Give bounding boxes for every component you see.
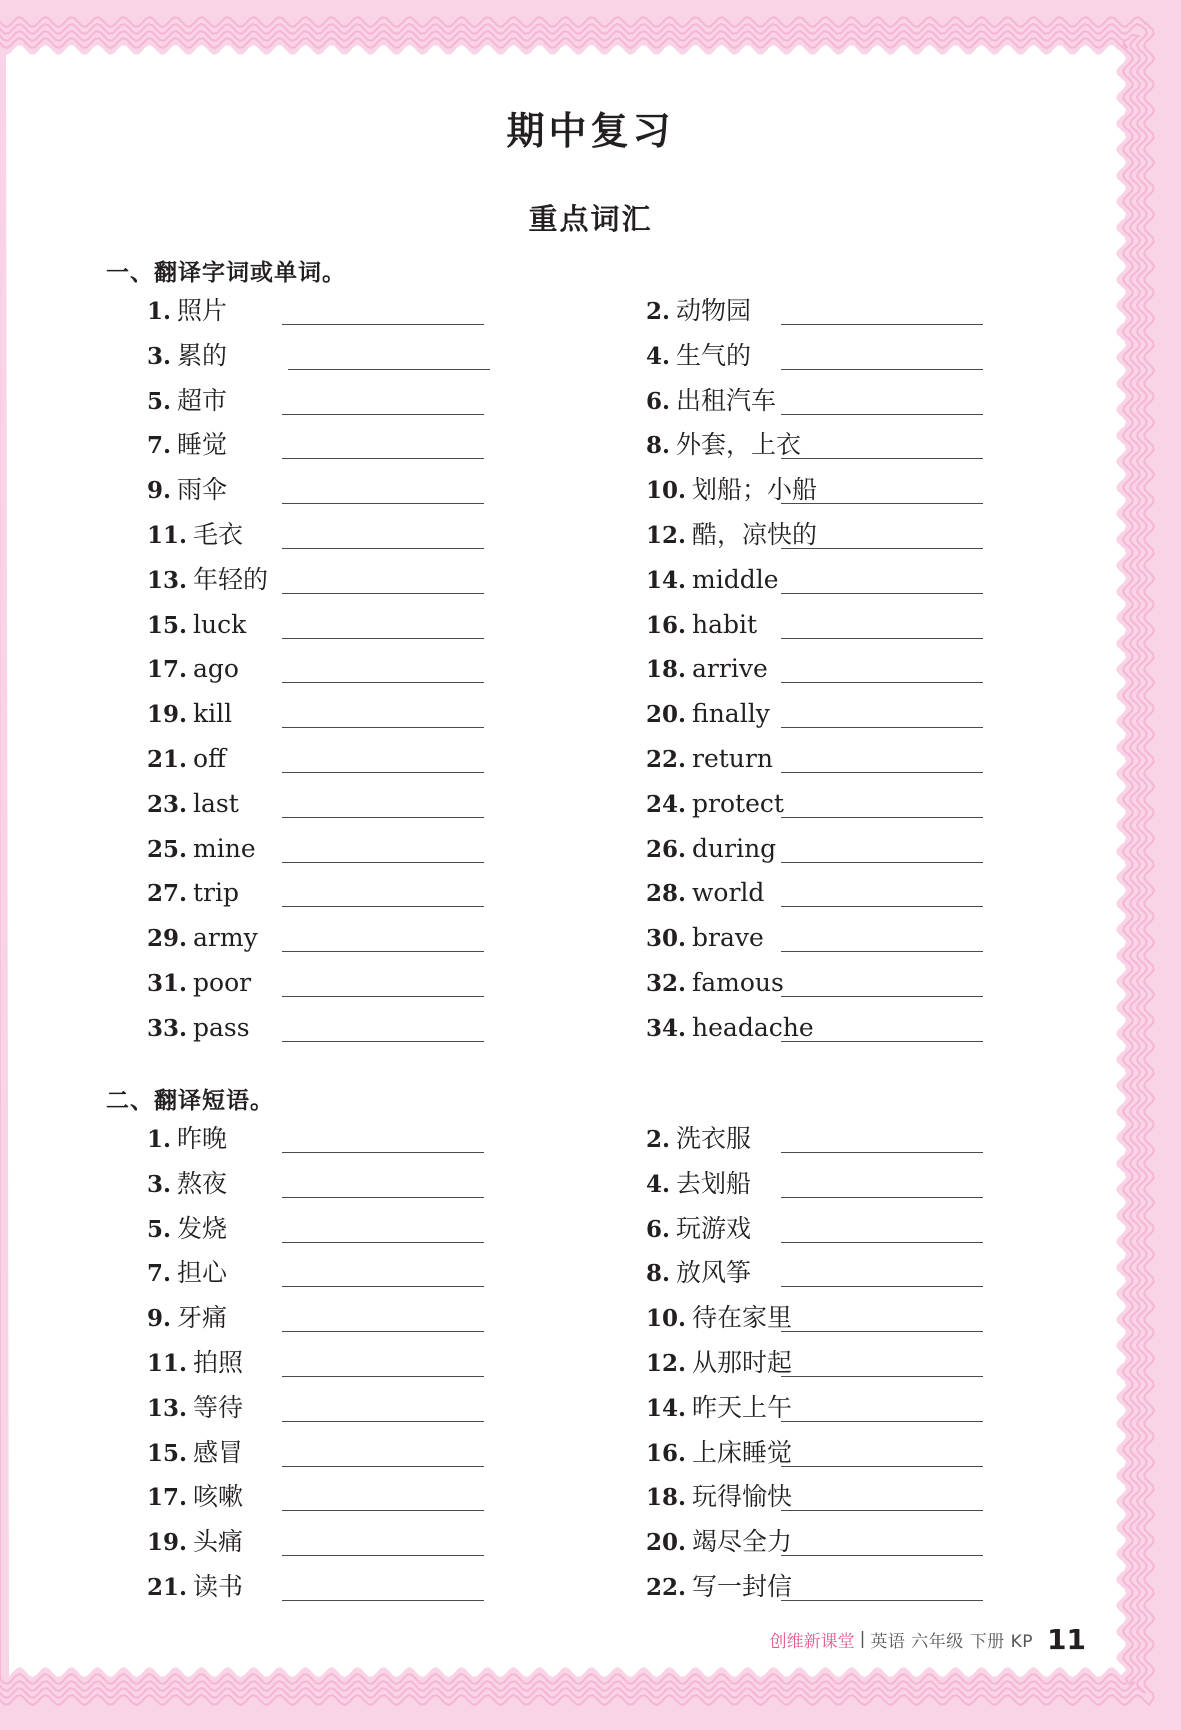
exercise-item xyxy=(646,1345,1096,1390)
item-prompt: arrive xyxy=(692,654,768,684)
answer-blank-line[interactable] xyxy=(282,593,484,594)
item-label xyxy=(147,293,227,332)
exercise-item xyxy=(646,293,1096,338)
exercise-item xyxy=(147,1524,597,1569)
item-label xyxy=(147,1211,227,1250)
exercise-item xyxy=(646,562,1096,607)
item-label xyxy=(147,1390,243,1429)
item-label xyxy=(147,1300,227,1339)
item-number: 6. xyxy=(646,387,671,415)
item-prompt: poor xyxy=(193,967,252,997)
item-label xyxy=(147,1569,243,1608)
item-number: 8. xyxy=(646,1260,671,1288)
exercise-item xyxy=(147,1166,597,1211)
answer-blank-line[interactable] xyxy=(288,369,490,370)
item-label xyxy=(646,875,764,914)
item-number: 20. xyxy=(646,701,687,729)
item-number: 1. xyxy=(147,298,172,325)
item-prompt: 生气的 xyxy=(676,340,752,370)
item-prompt: off xyxy=(193,743,226,773)
item-label xyxy=(646,651,768,690)
answer-blank-line[interactable] xyxy=(781,772,983,773)
item-number: 14. xyxy=(646,1394,687,1422)
answer-blank-line[interactable] xyxy=(781,727,983,728)
item-label xyxy=(147,1255,227,1294)
item-label xyxy=(147,1121,227,1160)
item-prompt: 累的 xyxy=(177,340,228,370)
item-number: 11. xyxy=(147,521,188,549)
item-prompt: army xyxy=(193,923,258,953)
answer-blank-line[interactable] xyxy=(282,458,484,459)
item-number: 22. xyxy=(646,1573,687,1601)
item-prompt: luck xyxy=(193,609,247,639)
answer-blank-line[interactable] xyxy=(282,862,484,863)
exercise-item xyxy=(147,383,597,428)
exercise-item xyxy=(646,607,1096,652)
item-number: 11. xyxy=(147,1349,188,1377)
exercise-item xyxy=(646,651,1096,696)
item-prompt: 洗衣服 xyxy=(676,1124,752,1153)
item-label xyxy=(646,1435,792,1474)
answer-blank-line[interactable] xyxy=(282,1152,484,1153)
answer-blank-line[interactable] xyxy=(282,772,484,773)
item-label xyxy=(646,741,773,780)
item-number: 10. xyxy=(646,477,687,505)
item-label xyxy=(646,1255,751,1294)
exercise-item xyxy=(646,741,1096,786)
exercise-item xyxy=(646,831,1096,876)
item-prompt: 酷，凉快的 xyxy=(692,519,818,549)
item-label xyxy=(646,1121,751,1160)
answer-blank-line[interactable] xyxy=(282,1041,484,1042)
answer-blank-line[interactable] xyxy=(781,1242,983,1243)
answer-blank-line[interactable] xyxy=(781,458,983,459)
exercise-item xyxy=(147,1435,597,1480)
item-prompt: habit xyxy=(692,609,758,639)
exercise-item xyxy=(147,741,597,786)
item-prompt: 拍照 xyxy=(193,1347,244,1377)
item-number: 17. xyxy=(147,656,188,684)
item-label xyxy=(147,1166,227,1205)
item-number: 30. xyxy=(646,925,687,953)
exercise-item xyxy=(147,1121,597,1166)
answer-blank-line[interactable] xyxy=(781,593,983,594)
answer-blank-line[interactable] xyxy=(282,1466,484,1467)
section-1-right-column xyxy=(646,293,1096,1055)
item-prompt: 超市 xyxy=(177,385,228,415)
item-prompt: 年轻的 xyxy=(193,564,269,594)
exercise-item xyxy=(147,1010,597,1055)
exercise-item xyxy=(147,696,597,741)
answer-blank-line[interactable] xyxy=(282,1242,484,1243)
exercise-item xyxy=(147,920,597,965)
item-label xyxy=(147,831,256,870)
exercise-item xyxy=(646,920,1096,965)
section-subtitle: 重点词汇 xyxy=(528,202,653,236)
item-label xyxy=(147,1435,243,1474)
item-prompt: ago xyxy=(193,654,239,684)
item-prompt: 头痛 xyxy=(193,1527,244,1557)
item-label xyxy=(646,472,817,511)
item-number: 27. xyxy=(147,880,188,908)
answer-blank-line[interactable] xyxy=(781,1466,983,1467)
item-prompt: 雨伞 xyxy=(177,475,228,505)
item-label xyxy=(646,1166,751,1205)
item-number: 4. xyxy=(646,342,671,370)
item-label xyxy=(147,875,239,914)
item-number: 6. xyxy=(646,1215,671,1243)
answer-blank-line[interactable] xyxy=(781,1331,983,1332)
item-number: 32. xyxy=(646,969,687,997)
page-title: 期中复习 xyxy=(506,109,675,153)
item-label xyxy=(646,1345,792,1384)
item-number: 7. xyxy=(147,1260,172,1288)
item-number: 7. xyxy=(147,432,172,460)
item-number: 21. xyxy=(147,745,188,773)
exercise-item xyxy=(646,338,1096,383)
exercise-item xyxy=(646,1010,1096,1055)
item-number: 8. xyxy=(646,432,671,460)
item-prompt: 划船；小船 xyxy=(692,475,818,505)
answer-blank-line[interactable] xyxy=(282,1555,484,1556)
exercise-item xyxy=(147,427,597,472)
item-number: 3. xyxy=(147,1170,172,1198)
exercise-item xyxy=(646,1524,1096,1569)
item-label xyxy=(646,1300,792,1339)
item-label xyxy=(646,338,751,377)
item-number: 18. xyxy=(646,656,687,684)
item-label xyxy=(646,293,751,332)
exercise-item xyxy=(147,338,597,383)
answer-blank-line[interactable] xyxy=(781,1041,983,1042)
item-prompt: 昨晚 xyxy=(177,1124,228,1153)
answer-blank-line[interactable] xyxy=(282,324,484,325)
answer-blank-line[interactable] xyxy=(282,817,484,818)
item-prompt: 读书 xyxy=(193,1571,244,1601)
answer-blank-line[interactable] xyxy=(781,1510,983,1511)
answer-blank-line[interactable] xyxy=(282,548,484,549)
exercise-item xyxy=(646,696,1096,741)
item-label xyxy=(646,427,801,466)
exercise-item xyxy=(646,786,1096,831)
item-prompt: 放风筝 xyxy=(676,1258,752,1288)
item-number: 5. xyxy=(147,387,172,415)
section-2-right-column xyxy=(646,1121,1096,1614)
answer-blank-line[interactable] xyxy=(282,1197,484,1198)
exercise-item xyxy=(646,1569,1096,1614)
item-number: 29. xyxy=(147,925,188,953)
item-number: 17. xyxy=(147,1484,188,1512)
item-number: 26. xyxy=(646,835,687,863)
exercise-item xyxy=(147,786,597,831)
footer-meta: 英语 六年级 下册 KP xyxy=(870,1631,1034,1652)
footer-separator: | xyxy=(859,1629,866,1649)
item-number: 10. xyxy=(646,1305,687,1333)
item-label xyxy=(646,920,764,959)
answer-blank-line[interactable] xyxy=(282,638,484,639)
exercise-item xyxy=(147,1300,597,1345)
section-1-left-column xyxy=(147,293,597,1055)
exercise-item xyxy=(646,383,1096,428)
exercise-item xyxy=(147,293,597,338)
item-label xyxy=(147,786,239,825)
exercise-item xyxy=(646,472,1096,517)
item-number: 4. xyxy=(646,1170,671,1198)
item-prompt: 去划船 xyxy=(676,1168,752,1198)
section-1-heading: 一、翻译字词或单词。 xyxy=(106,260,346,286)
answer-blank-line[interactable] xyxy=(781,414,983,415)
item-label xyxy=(646,786,784,825)
answer-blank-line[interactable] xyxy=(781,638,983,639)
item-number: 31. xyxy=(147,969,188,997)
item-prompt: 上床睡觉 xyxy=(692,1437,793,1467)
item-label xyxy=(147,696,232,735)
answer-blank-line[interactable] xyxy=(781,682,983,683)
item-number: 12. xyxy=(646,521,687,549)
item-label xyxy=(646,1524,792,1563)
answer-blank-line[interactable] xyxy=(282,727,484,728)
exercise-item xyxy=(147,831,597,876)
item-number: 2. xyxy=(646,298,671,325)
answer-blank-line[interactable] xyxy=(282,1331,484,1332)
exercise-item xyxy=(646,1211,1096,1256)
answer-blank-line[interactable] xyxy=(781,906,983,907)
item-number: 5. xyxy=(147,1215,172,1243)
item-number: 24. xyxy=(646,790,687,818)
item-number: 19. xyxy=(147,1529,188,1557)
item-label xyxy=(646,1390,792,1429)
answer-blank-line[interactable] xyxy=(781,1152,983,1153)
item-prompt: 外套，上衣 xyxy=(676,430,802,460)
answer-blank-line[interactable] xyxy=(282,906,484,907)
item-number: 9. xyxy=(147,477,172,505)
item-number: 23. xyxy=(147,790,188,818)
answer-blank-line[interactable] xyxy=(282,951,484,952)
answer-blank-line[interactable] xyxy=(282,682,484,683)
item-prompt: 毛衣 xyxy=(193,519,244,549)
exercise-item xyxy=(646,427,1096,472)
item-number: 20. xyxy=(646,1529,687,1557)
exercise-item xyxy=(646,1435,1096,1480)
item-number: 14. xyxy=(646,566,687,594)
item-label xyxy=(147,920,258,959)
exercise-item xyxy=(646,1390,1096,1435)
answer-blank-line[interactable] xyxy=(282,1510,484,1511)
section-2-heading: 二、翻译短语。 xyxy=(106,1088,274,1114)
item-prompt: last xyxy=(193,788,239,818)
exercise-item xyxy=(646,965,1096,1010)
item-prompt: brave xyxy=(692,923,764,953)
item-label xyxy=(646,696,770,735)
exercise-item xyxy=(147,607,597,652)
exercise-item xyxy=(147,1479,597,1524)
item-prompt: kill xyxy=(193,699,233,729)
item-prompt: 牙痛 xyxy=(177,1303,228,1333)
answer-blank-line[interactable] xyxy=(781,1555,983,1556)
item-number: 13. xyxy=(147,1394,188,1422)
item-label xyxy=(147,562,268,601)
item-prompt: 玩游戏 xyxy=(676,1213,752,1243)
item-label xyxy=(646,383,776,422)
answer-blank-line[interactable] xyxy=(781,1376,983,1377)
exercise-item xyxy=(646,1255,1096,1300)
item-label xyxy=(147,1479,243,1518)
exercise-item xyxy=(646,1300,1096,1345)
item-prompt: 睡觉 xyxy=(177,430,228,460)
item-label xyxy=(147,607,246,646)
item-label xyxy=(147,965,251,1004)
item-prompt: pass xyxy=(193,1012,250,1042)
exercise-item xyxy=(646,1121,1096,1166)
item-number: 34. xyxy=(646,1014,687,1042)
exercise-item xyxy=(147,562,597,607)
answer-blank-line[interactable] xyxy=(781,548,983,549)
item-number: 21. xyxy=(147,1573,188,1601)
item-number: 25. xyxy=(147,835,188,863)
item-label xyxy=(646,562,779,601)
answer-blank-line[interactable] xyxy=(781,1600,983,1601)
item-label xyxy=(147,1010,250,1049)
item-label xyxy=(646,1569,792,1608)
answer-blank-line[interactable] xyxy=(781,862,983,863)
item-number: 13. xyxy=(147,566,188,594)
exercise-item xyxy=(147,965,597,1010)
item-label xyxy=(646,1479,792,1518)
item-number: 9. xyxy=(147,1305,172,1333)
answer-blank-line[interactable] xyxy=(781,1197,983,1198)
item-number: 16. xyxy=(646,611,687,639)
exercise-item xyxy=(147,1211,597,1256)
exercise-item xyxy=(646,875,1096,920)
exercise-item xyxy=(646,517,1096,562)
item-number: 33. xyxy=(147,1014,188,1042)
item-label xyxy=(147,427,227,466)
answer-blank-line[interactable] xyxy=(282,1600,484,1601)
item-number: 15. xyxy=(147,1439,188,1467)
answer-blank-line[interactable] xyxy=(282,1421,484,1422)
item-prompt: 照片 xyxy=(177,296,228,325)
answer-blank-line[interactable] xyxy=(282,1286,484,1287)
answer-blank-line[interactable] xyxy=(781,951,983,952)
item-label xyxy=(646,1211,751,1250)
item-number: 2. xyxy=(646,1126,671,1153)
item-prompt: 咳嗽 xyxy=(193,1482,244,1512)
exercise-item xyxy=(147,1390,597,1435)
item-label xyxy=(147,651,239,690)
item-prompt: world xyxy=(692,878,765,908)
item-prompt: 感冒 xyxy=(193,1437,244,1467)
exercise-item xyxy=(646,1479,1096,1524)
answer-blank-line[interactable] xyxy=(781,996,983,997)
footer-brand: 创维新课堂 xyxy=(769,1631,855,1652)
answer-blank-line[interactable] xyxy=(781,324,983,325)
item-label xyxy=(147,338,227,377)
item-prompt: 出租汽车 xyxy=(676,385,777,415)
item-prompt: 待在家里 xyxy=(692,1303,793,1333)
item-number: 22. xyxy=(646,745,687,773)
answer-blank-line[interactable] xyxy=(282,1376,484,1377)
item-prompt: 发烧 xyxy=(177,1213,228,1243)
item-label xyxy=(147,1524,243,1563)
item-prompt: middle xyxy=(692,564,779,594)
item-prompt: trip xyxy=(193,878,240,908)
item-label xyxy=(646,607,757,646)
answer-blank-line[interactable] xyxy=(282,414,484,415)
exercise-item xyxy=(646,1166,1096,1211)
item-label xyxy=(646,831,776,870)
answer-blank-line[interactable] xyxy=(282,503,484,504)
item-prompt: 动物园 xyxy=(676,296,752,325)
item-prompt: 从那时起 xyxy=(692,1347,793,1377)
item-label xyxy=(147,383,227,422)
item-prompt: 写一封信 xyxy=(692,1571,793,1601)
item-prompt: headache xyxy=(692,1012,814,1042)
item-label xyxy=(147,517,243,556)
item-prompt: 担心 xyxy=(177,1258,228,1288)
item-label xyxy=(147,472,227,511)
item-label xyxy=(646,965,784,1004)
item-label xyxy=(147,741,226,780)
exercise-item xyxy=(147,1345,597,1390)
answer-blank-line[interactable] xyxy=(781,503,983,504)
item-prompt: during xyxy=(692,833,777,863)
item-label xyxy=(646,1010,814,1049)
answer-blank-line[interactable] xyxy=(781,1421,983,1422)
answer-blank-line[interactable] xyxy=(781,817,983,818)
exercise-item xyxy=(147,1255,597,1300)
item-number: 1. xyxy=(147,1126,172,1153)
exercise-item xyxy=(147,472,597,517)
section-2-left-column xyxy=(147,1121,597,1614)
item-prompt: finally xyxy=(692,699,770,729)
item-prompt: 熬夜 xyxy=(177,1168,228,1198)
answer-blank-line[interactable] xyxy=(781,1286,983,1287)
item-number: 28. xyxy=(646,880,687,908)
item-prompt: 昨天上午 xyxy=(692,1392,793,1422)
item-prompt: 竭尽全力 xyxy=(692,1527,793,1557)
exercise-item xyxy=(147,1569,597,1614)
item-label xyxy=(147,1345,243,1384)
exercise-item xyxy=(147,651,597,696)
item-number: 18. xyxy=(646,1484,687,1512)
item-prompt: 等待 xyxy=(193,1392,244,1422)
item-number: 19. xyxy=(147,701,188,729)
item-prompt: mine xyxy=(193,833,256,863)
exercise-item xyxy=(147,517,597,562)
item-prompt: protect xyxy=(692,788,784,818)
exercise-item xyxy=(147,875,597,920)
item-number: 15. xyxy=(147,611,188,639)
item-prompt: 玩得愉快 xyxy=(692,1482,793,1512)
answer-blank-line[interactable] xyxy=(781,369,983,370)
item-label xyxy=(646,517,817,556)
page-number: 11 xyxy=(1047,1622,1086,1656)
item-number: 3. xyxy=(147,342,172,370)
item-prompt: return xyxy=(692,743,773,773)
item-number: 16. xyxy=(646,1439,687,1467)
item-prompt: famous xyxy=(692,967,784,997)
page-footer xyxy=(770,1622,1086,1656)
answer-blank-line[interactable] xyxy=(282,996,484,997)
item-number: 12. xyxy=(646,1349,687,1377)
